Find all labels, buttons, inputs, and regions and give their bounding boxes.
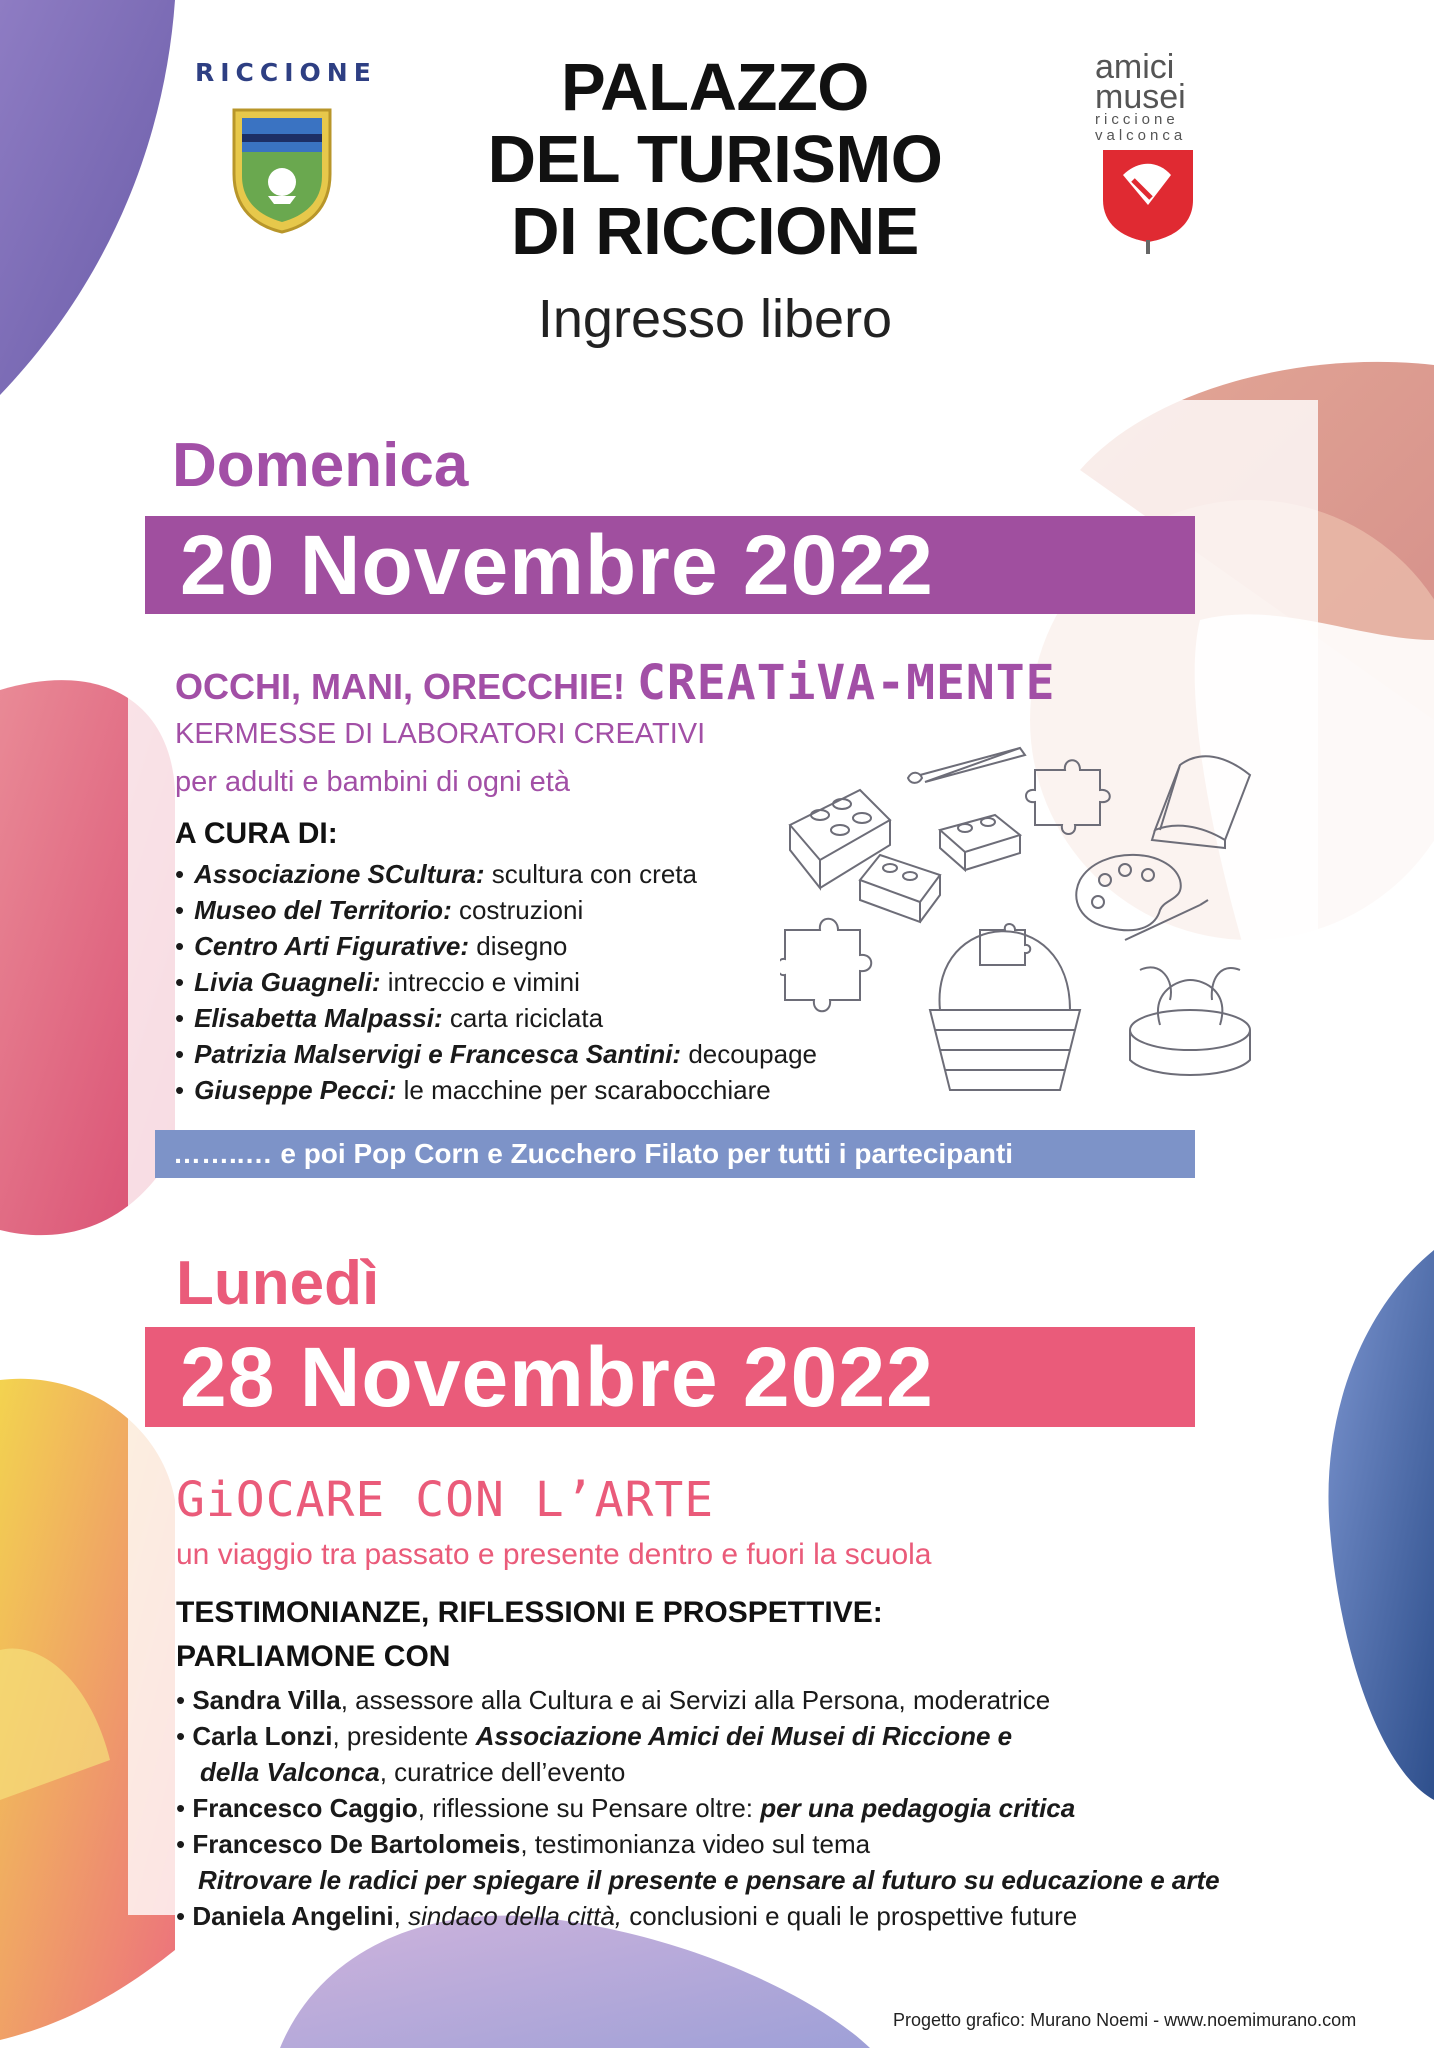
speaker-organization: della Valconca [200, 1757, 380, 1787]
workshop-activity: intreccio e vimini [387, 967, 580, 997]
list-item [175, 1072, 817, 1108]
list-item [175, 856, 817, 892]
paintbrush-icon [1125, 900, 1208, 940]
curated-by-heading: A CURA DI: [175, 817, 338, 850]
speaker-role: , presidente [332, 1721, 476, 1751]
amici-musei-logo-line-3: riccione [1095, 111, 1179, 128]
workshop-host: Giuseppe Pecci: [194, 1075, 397, 1105]
speaker-name: Sandra Villa [192, 1685, 341, 1715]
speaker-role-emphasis: sindaco della città, [408, 1901, 622, 1931]
palette-icon [1076, 855, 1181, 930]
event2-day: Lunedì [176, 1249, 380, 1318]
puzzle-piece-icon [780, 919, 871, 1012]
event1-audience: per adulti e bambini di ogni età [175, 766, 570, 798]
wicker-basket-icon [930, 924, 1080, 1090]
bullet: • [175, 931, 185, 961]
event1-title [175, 655, 1056, 711]
workshop-activity: carta riciclata [449, 1003, 604, 1033]
speaker-name: Carla Lonzi [192, 1721, 333, 1751]
speaker-name: Francesco De Bartolomeis [192, 1829, 521, 1859]
speaker-role: conclusioni e quali le prospettive future [622, 1901, 1078, 1931]
venue-title [400, 52, 1030, 268]
speakers-heading: TESTIMONIANZE, RIFLESSIONI E PROSPETTIVE: [176, 1596, 883, 1629]
lego-brick-icon [790, 790, 890, 888]
bullet: • [176, 1901, 186, 1931]
speaker-topic: per una pedagogia critica [760, 1793, 1076, 1823]
workshop-host: Patrizia Malservigi e Francesca Santini: [194, 1039, 682, 1069]
amici-musei-emblem-icon [1103, 150, 1193, 254]
speakers-subheading: PARLIAMONE CON [176, 1640, 451, 1673]
bullet: • [175, 1003, 185, 1033]
bullet: • [175, 967, 185, 997]
event2-title: GiOCARE CON L’ARTE [176, 1472, 715, 1528]
list-item-continuation [176, 1754, 1326, 1790]
lego-brick-icon [860, 855, 940, 922]
popcorn-banner: ……..… e poi Pop Corn e Zucchero Filato per tutti i partecipanti [155, 1130, 1195, 1178]
venue-title-line-2: DEL TURISMO [487, 122, 943, 197]
speaker-role: , assessore alla Cultura e ai Servizi alla Persona, moderatrice [340, 1685, 1051, 1715]
speaker-name: Francesco Caggio [192, 1793, 418, 1823]
design-credit: Progetto grafico: Murano Noemi - www.noemimurano.com [893, 2010, 1357, 2030]
list-item [175, 1000, 817, 1036]
workshop-host: Museo del Territorio: [194, 895, 452, 925]
event1-title-text: OCCHI, MANI, ORECCHIE! [175, 666, 625, 707]
speaker-name: Daniela Angelini [192, 1901, 394, 1931]
workshop-activity: scultura con creta [491, 859, 697, 889]
workshop-host: Associazione SCultura: [194, 859, 485, 889]
event2-subtitle: un viaggio tra passato e presente dentro e fuori la scuola [176, 1538, 932, 1571]
workshop-host: Centro Arti Figurative: [194, 931, 470, 961]
workshop-activity: decoupage [688, 1039, 818, 1069]
bullet: • [176, 1829, 186, 1859]
speaker-separator: , [393, 1901, 409, 1931]
amici-musei-logo-line-2: musei [1095, 78, 1186, 116]
speaker-topic: Ritrovare le radici per spiegare il presente e pensare al futuro su educazione e arte [198, 1865, 1220, 1895]
workshop-host: Elisabetta Malpassi: [194, 1003, 443, 1033]
venue-title-line-3: DI RICCIONE [511, 194, 919, 269]
workshop-activity: disegno [476, 931, 568, 961]
workshop-host: Livia Guagneli: [194, 967, 381, 997]
workshop-list [175, 856, 817, 1108]
open-book-icon [1152, 756, 1250, 848]
free-entry-subtitle: Ingresso libero [537, 289, 893, 349]
puzzle-piece-icon [1026, 760, 1110, 834]
list-item [176, 1826, 1326, 1862]
bullet: • [175, 895, 185, 925]
speaker-role: , riflessione su Pensare oltre: [417, 1793, 761, 1823]
amici-musei-logo-line-1: amici [1095, 48, 1175, 86]
workshop-activity: le macchine per scarabocchiare [403, 1075, 771, 1105]
list-item [176, 1898, 1326, 1934]
event1-title-handwritten: CREATiVA-MENTE [637, 655, 1056, 711]
speaker-organization: Associazione Amici dei Musei di Riccione e [475, 1721, 1013, 1751]
bullet: • [175, 1075, 185, 1105]
event1-date-banner: 20 Novembre 2022 [145, 516, 1195, 614]
workshop-activity: costruzioni [458, 895, 584, 925]
bullet: • [175, 1039, 185, 1069]
pottery-wheel-icon [1130, 967, 1250, 1075]
event1-day: Domenica [172, 431, 469, 500]
bullet: • [176, 1685, 186, 1715]
list-item-continuation [176, 1862, 1326, 1898]
list-item [175, 892, 817, 928]
bullet: • [176, 1721, 186, 1751]
list-item [175, 1036, 817, 1072]
paintbrush-icon [908, 748, 1025, 783]
list-item [176, 1682, 1326, 1718]
speakers-list [176, 1682, 1326, 1934]
list-item [176, 1718, 1326, 1754]
list-item [176, 1790, 1326, 1826]
bullet: • [175, 859, 185, 889]
lego-brick-icon [940, 815, 1020, 870]
venue-title-line-1: PALAZZO [561, 50, 869, 125]
speaker-role: , curatrice dell’evento [379, 1757, 626, 1787]
event2-date-banner: 28 Novembre 2022 [145, 1327, 1195, 1427]
speaker-role: , testimonianza video sul tema [520, 1829, 871, 1859]
amici-musei-logo-line-4: valconca [1095, 127, 1187, 144]
amici-musei-logo [1095, 48, 1235, 254]
craft-sketch-illustration [780, 730, 1260, 1110]
bullet: • [176, 1793, 186, 1823]
town-label: RICCIONE [195, 58, 377, 87]
list-item [175, 964, 817, 1000]
event1-subtitle: KERMESSE DI LABORATORI CREATIVI [175, 718, 706, 750]
list-item [175, 928, 817, 964]
riccione-crest-icon [228, 104, 336, 236]
